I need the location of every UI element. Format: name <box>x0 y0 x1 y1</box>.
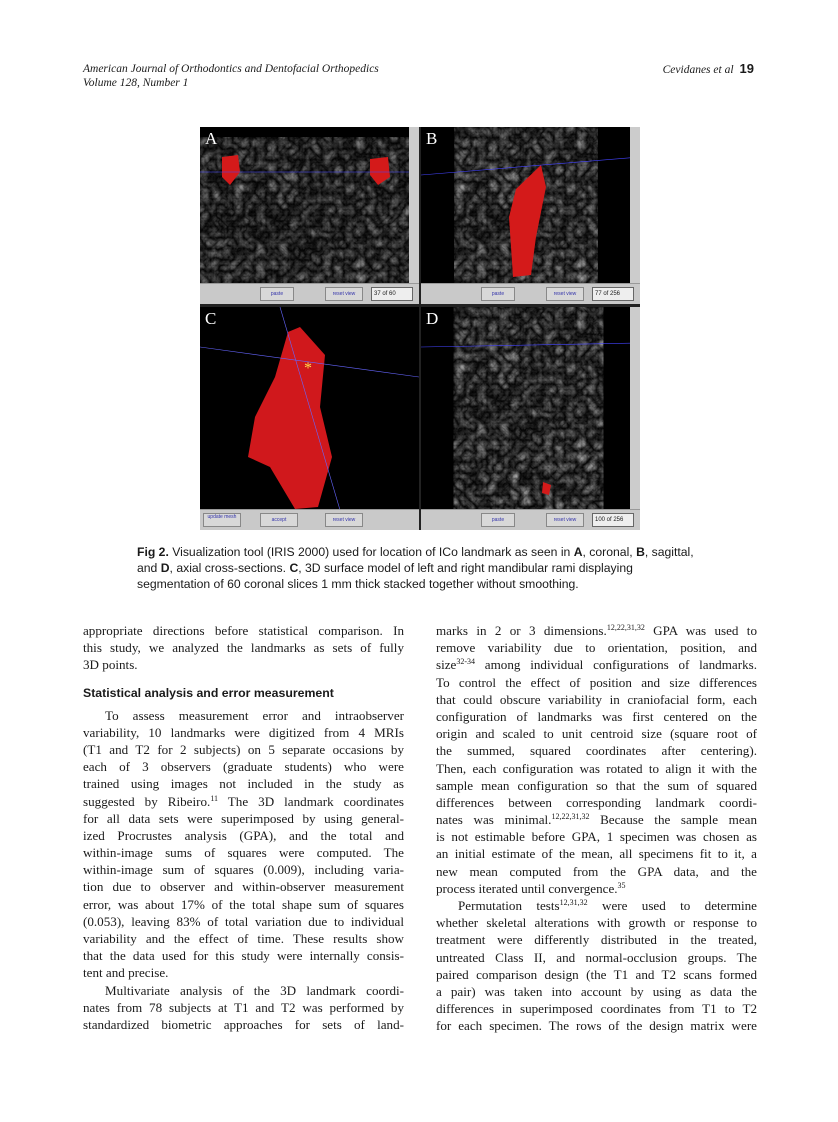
text-line <box>83 775 404 792</box>
panel-label: B <box>426 129 438 148</box>
text-line <box>436 708 757 725</box>
line-text: differences in superimposed coordinates from T1 to T2 <box>436 1001 757 1017</box>
text-line <box>83 861 404 878</box>
paste-button[interactable]: paste <box>260 287 294 301</box>
citation-superscript: 35 <box>617 880 626 890</box>
panel-label: D <box>426 309 439 328</box>
text-line <box>436 1000 757 1017</box>
text-line <box>436 656 757 673</box>
figure-number: Fig 2. <box>137 545 169 559</box>
text-line <box>436 897 757 914</box>
caption-text: , axial cross-sections. <box>169 561 290 575</box>
panel-toolbar <box>200 509 419 530</box>
text-line <box>83 878 404 895</box>
landmark-asterisk: * <box>304 360 312 377</box>
citation-superscript: 11 <box>210 793 219 803</box>
text-line <box>436 622 757 639</box>
text-line <box>83 656 404 673</box>
text-line <box>436 828 757 845</box>
line-text: that the data used for this study were internally consis- <box>83 948 404 964</box>
text-line <box>436 914 757 931</box>
reset-view-button[interactable]: reset view <box>325 513 363 527</box>
panel-label: C <box>205 309 217 328</box>
line-text: within-image sum of squares (0.009), including varia- <box>83 862 404 878</box>
caption-text: , sagittal, and <box>137 545 694 575</box>
line-text: the summed, squared coordinates after centering). <box>436 743 757 759</box>
line-text: nates from 78 subjects at T1 and T2 was performed by <box>83 999 404 1015</box>
line-text: ized Procrustes analysis (GPA), and the total and <box>83 827 404 843</box>
line-text: error, was about 17% of the total shape sum of squares <box>83 896 404 912</box>
line-text: remove variability due to orientation, position, and <box>436 640 757 656</box>
text-line <box>436 674 757 691</box>
line-text: Then, each configuration was rotated to align it with the <box>436 760 757 776</box>
text-line <box>436 931 757 948</box>
slice-counter: 100 of 256 <box>592 513 634 527</box>
text-line <box>83 964 404 981</box>
line-text: The 3D landmark coordinates <box>218 793 404 809</box>
line-text: is not estimable before GPA, 1 specimen was chosen as <box>436 829 757 845</box>
panel-toolbar <box>421 509 640 530</box>
text-line <box>83 913 404 930</box>
citation-superscript: 12,31,32 <box>559 898 588 907</box>
sagittal-mri-image <box>421 127 640 284</box>
text-line <box>83 930 404 947</box>
line-text: variability, 10 landmarks were digitized from 4 MRIs <box>83 724 404 740</box>
line-text: new mean computed from the GPA data, and the <box>436 863 757 879</box>
axial-mri-image <box>421 307 640 510</box>
text-line <box>83 724 404 741</box>
line-text: within-image sums of squares were computed. The <box>83 845 404 861</box>
caption-text: Visualization tool (IRIS 2000) used for location of ICo landmark as seen in <box>168 545 574 559</box>
paragraph <box>83 707 404 982</box>
accept-button[interactable]: accept <box>260 513 298 527</box>
line-text: marks in 2 or 3 dimensions. <box>436 623 607 638</box>
line-text: appropriate directions before statistical comparison. In <box>83 623 404 638</box>
line-text: an initial estimate of the mean, all specimens fit to it, a <box>436 846 757 862</box>
text-line <box>436 639 757 656</box>
panel-c-3d-model <box>200 307 419 530</box>
line-text: 3D points. <box>83 657 138 673</box>
right-column <box>436 622 757 1035</box>
line-text: GPA was used to <box>644 623 757 638</box>
text-line <box>83 947 404 964</box>
line-text: each of 3 observers (graduate students) who were <box>83 759 404 775</box>
caption-text: , coronal, <box>582 545 637 559</box>
line-text: configuration of landmarks was first centered on the <box>436 708 757 724</box>
panel-toolbar <box>421 283 640 304</box>
panel-label: A <box>205 129 218 148</box>
slice-counter: 77 of 256 <box>592 287 634 301</box>
journal-title: American Journal of Orthodontics and Dentofacial Orthopedics <box>83 63 379 75</box>
update-mesh-button[interactable]: update mesh <box>203 513 241 527</box>
caption-ref: C <box>289 561 299 575</box>
citation-superscript: 12,22,31,32 <box>551 812 590 822</box>
line-text: among individual configurations of landmarks. <box>475 657 757 673</box>
line-text: tent and precise. <box>83 965 169 981</box>
text-line <box>83 707 404 724</box>
text-line <box>83 999 404 1016</box>
line-text: sample mean configuration so that the sum of squared <box>436 777 757 793</box>
text-line <box>83 810 404 827</box>
text-line <box>83 622 404 639</box>
line-text: To control the effect of position and size differences <box>436 674 757 690</box>
line-text: nates was minimal. <box>436 812 552 828</box>
paragraph <box>436 897 757 1035</box>
line-text: treatment were differently distributed in the treated, <box>436 932 757 948</box>
line-text: origin and scaled to unit centroid size (square root of <box>436 726 757 742</box>
paragraph <box>83 982 404 1034</box>
citation-superscript: 32-34 <box>456 657 476 667</box>
text-line <box>83 741 404 758</box>
line-text: that could obscure variability in craniofacial form, each <box>436 691 757 707</box>
line-text: Permutation tests <box>458 898 560 913</box>
reset-view-button[interactable]: reset view <box>325 287 363 301</box>
line-text: (T1 and T2 for 2 subjects) on 5 separate occasions by <box>83 741 404 757</box>
line-text: trained using images not included in the study as <box>83 776 404 792</box>
text-line <box>436 691 757 708</box>
citation-superscript: 12,22,31,32 <box>606 623 645 632</box>
caption-ref: A <box>573 545 583 559</box>
figure-caption <box>137 544 704 592</box>
panel-d-axial <box>421 307 640 530</box>
reset-view-button[interactable]: reset view <box>546 513 584 527</box>
caption-text: , 3D surface model of left and right mandibular rami displaying segmentation of 60 coronal slices 1 mm thick stacked together without smoothing. <box>137 561 633 591</box>
text-line <box>436 794 757 811</box>
text-line <box>436 863 757 880</box>
panel-a-coronal <box>200 127 419 304</box>
text-line <box>436 880 757 897</box>
paragraph <box>436 622 757 897</box>
line-text: tion due to observer and within-observer measurement <box>83 879 404 895</box>
caption-ref: D <box>160 561 170 575</box>
journal-volume: Volume 128, Number 1 <box>83 77 189 89</box>
line-text: differences between corresponding landmark coordi- <box>436 794 757 810</box>
text-line <box>83 793 404 810</box>
text-line <box>83 827 404 844</box>
slice-counter: 37 of 60 <box>371 287 413 301</box>
text-line <box>436 811 757 828</box>
section-heading: Statistical analysis and error measurement <box>83 685 334 700</box>
paragraph <box>83 622 404 674</box>
running-header-author <box>663 62 754 77</box>
running-header-journal <box>83 62 379 90</box>
figure-2 <box>200 127 640 530</box>
line-text: variability and the effect of time. These results show <box>83 931 404 946</box>
line-text: process iterated until convergence. <box>436 880 618 896</box>
line-text: suggested by Ribeiro. <box>83 793 211 809</box>
line-text: size <box>436 657 457 673</box>
paste-button[interactable]: paste <box>481 287 515 301</box>
text-line <box>83 896 404 913</box>
page-number: 19 <box>739 61 754 76</box>
text-line <box>436 725 757 742</box>
panel-b-sagittal <box>421 127 640 304</box>
line-text: (0.053), leaving 83% of total variation due to individual <box>83 913 404 929</box>
text-line <box>436 1017 757 1034</box>
line-text: a pair) was taken into account by using as data the <box>436 983 757 999</box>
paste-button[interactable]: paste <box>481 513 515 527</box>
line-text: this study, we analyzed the landmarks as sets of fully <box>83 640 404 656</box>
line-text: for each specimen. The rows of the design matrix were <box>436 1018 757 1034</box>
panel-toolbar <box>200 283 419 304</box>
author-names: Cevidanes et al <box>662 64 734 76</box>
coronal-mri-image <box>200 127 419 284</box>
line-text: for all data sets were superimposed by using general- <box>83 810 404 826</box>
reset-view-button[interactable]: reset view <box>546 287 584 301</box>
text-line <box>436 949 757 966</box>
line-text: untreated Class II, and normal-occlusion groups. The <box>436 949 757 965</box>
line-text: To assess measurement error and intraobserver <box>105 707 404 723</box>
3d-surface-model <box>200 307 419 510</box>
text-line <box>436 742 757 759</box>
line-text: whether skeletal alterations with growth or response to <box>436 915 757 931</box>
line-text: were used to determine <box>587 898 757 913</box>
text-line <box>83 758 404 775</box>
text-line <box>436 983 757 1000</box>
text-line <box>436 760 757 777</box>
line-text: standardized biometric approaches for sets of land- <box>83 1016 404 1032</box>
left-column <box>83 622 404 1033</box>
text-line <box>83 639 404 656</box>
line-text: Because the sample mean <box>589 812 757 828</box>
text-line <box>83 982 404 999</box>
text-line <box>436 966 757 983</box>
text-line <box>83 1016 404 1033</box>
text-line <box>83 844 404 861</box>
caption-ref: B <box>636 545 645 559</box>
line-text: Multivariate analysis of the 3D landmark coordi- <box>105 982 404 998</box>
text-line <box>436 845 757 862</box>
text-line <box>436 777 757 794</box>
line-text: paired comparison design (the T1 and T2 scans formed <box>436 966 757 982</box>
